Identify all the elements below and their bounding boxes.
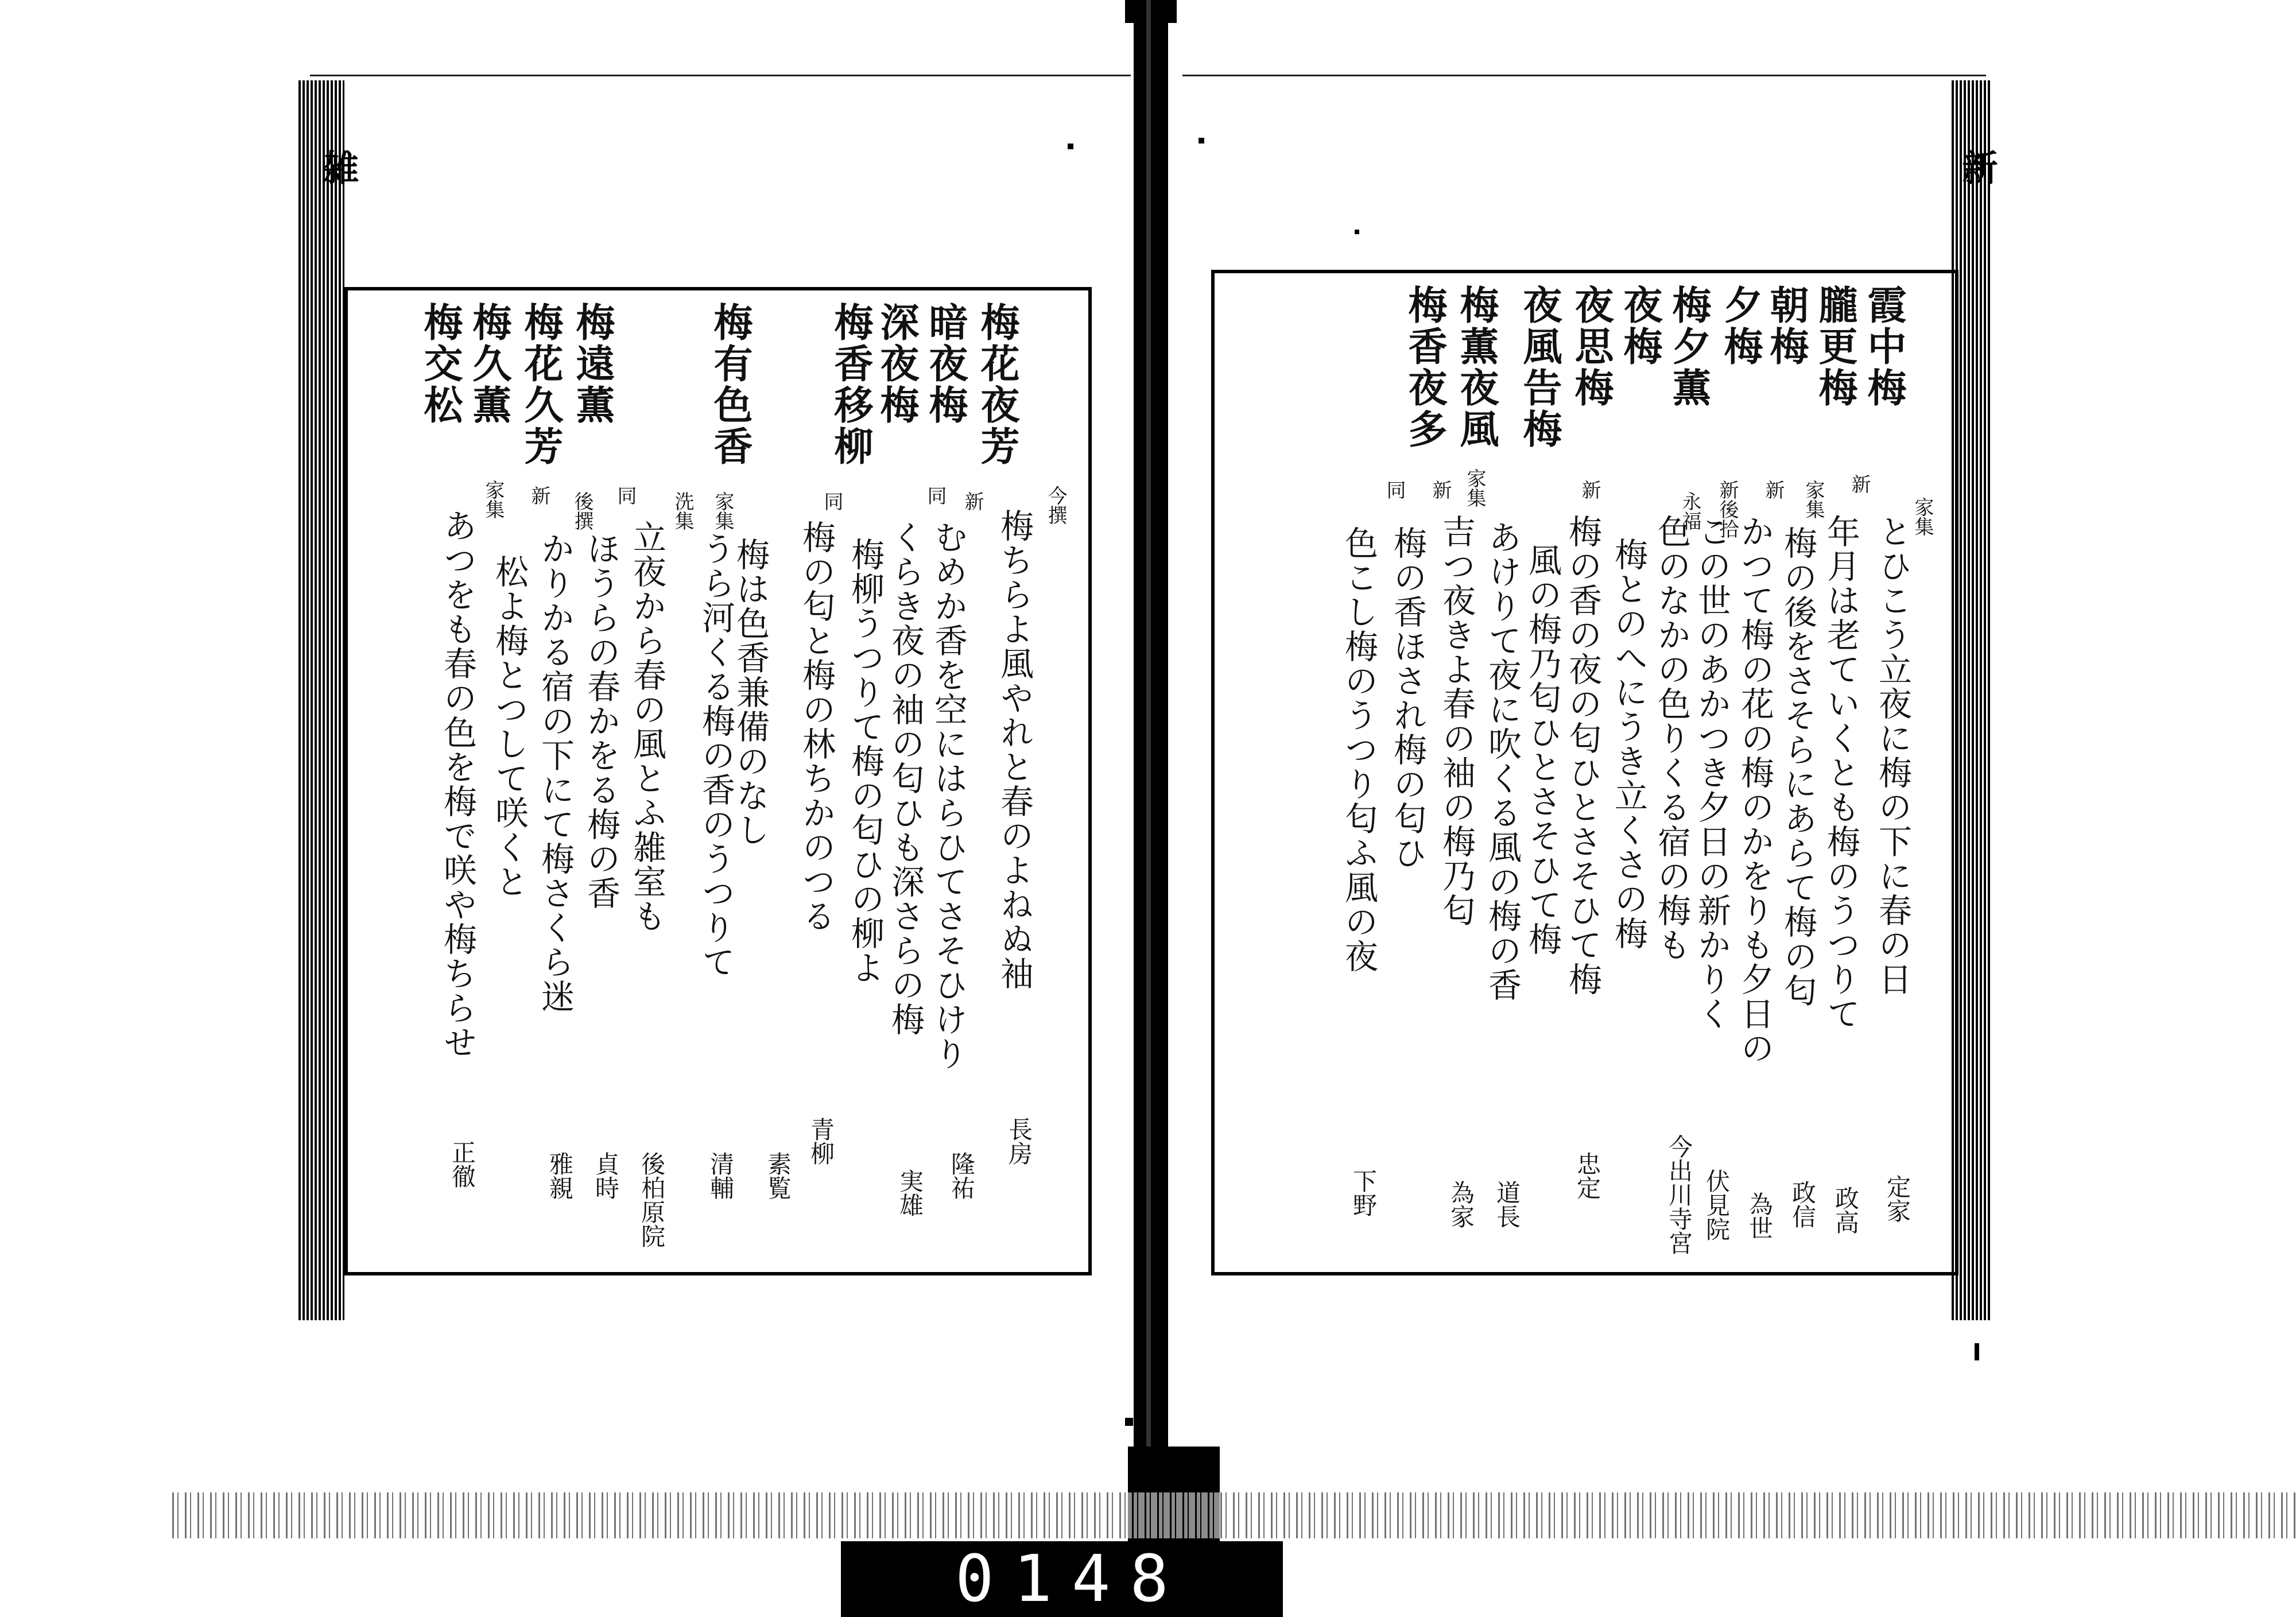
- poem-author: 青柳: [807, 1117, 835, 1165]
- poem-text: ほうらの春かをる梅の香: [581, 532, 620, 910]
- poem-source: 家集: [1911, 497, 1934, 536]
- poem-text: この世のあかつき夕日の新かりく: [1692, 514, 1731, 1031]
- ink-speck: [1125, 1418, 1133, 1426]
- topic: 梅久薫: [466, 302, 512, 426]
- poem-source: 今撰: [1044, 486, 1067, 525]
- poem-author: 政信: [1789, 1180, 1817, 1228]
- poem-source: 新: [528, 486, 550, 505]
- topic: 梅花久芳: [518, 302, 564, 467]
- poem-text: 梅の後をさそらにあらて梅の匂: [1778, 526, 1817, 1008]
- book-spine: [1134, 0, 1168, 1561]
- poem-author: 清輔: [707, 1151, 735, 1200]
- poem-author: 隆祐: [948, 1151, 976, 1200]
- topic: 梅夕薫: [1666, 285, 1712, 409]
- poem-source: 後撰: [571, 491, 594, 530]
- right-text-frame: [1211, 270, 1958, 1275]
- poem-author: 道長: [1493, 1180, 1521, 1228]
- poem-text: 梅柳うつりて梅の匂ひの柳よ: [846, 537, 885, 985]
- topic: 夕梅: [1717, 285, 1763, 367]
- poem-source: 同: [924, 486, 947, 505]
- poem-text: 梅の香ほされ梅の匂ひ: [1388, 526, 1427, 870]
- poem-text: かつて梅の花の梅のかをりも夕日の: [1735, 514, 1774, 1065]
- topic: 暗夜梅: [922, 302, 968, 426]
- poem-text: 梅は色香兼備のなし: [731, 537, 770, 847]
- poem-source: 家集: [1802, 480, 1825, 519]
- topic: 梅花夜芳: [974, 302, 1020, 467]
- left-page-edge: [298, 80, 344, 1320]
- ink-speck: [1199, 138, 1204, 144]
- poem-text: 色こし梅のうつり匂ふ風の夜: [1339, 526, 1378, 974]
- topic: 霞中梅: [1861, 285, 1907, 409]
- poem-author: 後柏原院: [638, 1151, 666, 1248]
- poem-source: 家集: [482, 480, 505, 519]
- poem-author: 実雄: [896, 1169, 924, 1217]
- poem-source: 永福: [1678, 491, 1701, 530]
- poem-author: 忠定: [1573, 1151, 1601, 1200]
- right-margin-label: 新: [1956, 149, 1998, 185]
- poem-text: 風の梅乃匂ひとさそひて梅: [1523, 543, 1562, 956]
- poem-author: 今出川寺宮: [1665, 1134, 1693, 1255]
- poem-text: あつをも春の色を梅で咲や梅ちらせ: [438, 509, 477, 1060]
- poem-author: 貞時: [592, 1151, 620, 1200]
- poem-text: あけりて夜に吹くる風の梅の香: [1483, 520, 1522, 1002]
- poem-text: くらき夜の袖の匂ひも深さらの梅: [886, 520, 925, 1037]
- poem-source: 新後拾: [1716, 480, 1739, 538]
- poem-source: 新: [1848, 474, 1871, 494]
- poem-source: 同: [1383, 480, 1406, 499]
- poem-text: 梅の香の夜の匂ひとさそひて梅: [1563, 514, 1602, 996]
- poem-author: 伏見院: [1702, 1169, 1731, 1241]
- poem-text: 松よ梅とつして咲くと: [490, 554, 529, 899]
- frame-number-plate: [841, 1541, 1283, 1617]
- poem-author: 定家: [1883, 1174, 1911, 1223]
- frame-number: 0148: [955, 1542, 1188, 1616]
- poem-source: 洗集: [671, 491, 694, 530]
- poem-source: 同: [614, 486, 637, 505]
- poem-author: 為家: [1447, 1180, 1475, 1228]
- poem-text: うら河くる梅の香のうつりて: [696, 532, 735, 979]
- ink-speck: [1068, 144, 1073, 149]
- topic: 朧更梅: [1812, 285, 1858, 409]
- poem-text: 梅の匂と梅の林ちかのつる: [797, 520, 836, 933]
- topic: 夜思梅: [1568, 285, 1614, 409]
- poem-text: 梅ちらよ風やれと春のよねぬ袖: [995, 509, 1034, 991]
- poem-source: 新: [1762, 480, 1785, 499]
- ink-speck: [1355, 230, 1359, 234]
- left-margin-label: 雑: [317, 149, 359, 185]
- poem-text: むめか香を空にはらひてさそひけり: [929, 520, 968, 1071]
- poem-source: 新: [961, 491, 984, 511]
- topic: 梅遠薫: [569, 302, 615, 426]
- poem-source: 家集: [1463, 468, 1486, 507]
- poem-text: とひこう立夜に梅の下に春の日: [1873, 514, 1912, 996]
- topic: 梅有色香: [707, 302, 753, 467]
- poem-author: 素覧: [764, 1151, 792, 1200]
- poem-text: 梅とのへにうき立くさの梅: [1609, 537, 1648, 951]
- poem-author: 下野: [1349, 1169, 1378, 1217]
- poem-author: 正徹: [448, 1140, 476, 1188]
- poem-text: 色のなかの色りくる宿の梅も: [1652, 514, 1691, 962]
- topic: 梅香夜多: [1402, 285, 1448, 450]
- poem-text: 吉つ夜きよ春の袖の梅乃匂: [1437, 514, 1476, 928]
- poem-source: 新: [1429, 480, 1452, 499]
- poem-source: 家集: [711, 491, 734, 530]
- topic: 夜梅: [1617, 285, 1663, 367]
- left-text-frame: [344, 287, 1092, 1275]
- ground-shadow: [172, 1492, 2296, 1538]
- topic: 梅薫夜風: [1453, 285, 1499, 450]
- poem-text: かりかる宿の下にて梅さくら迷: [536, 532, 575, 1014]
- poem-author: 雅親: [546, 1151, 574, 1200]
- topic: 深夜梅: [874, 302, 920, 426]
- topic: 梅香移柳: [828, 302, 874, 467]
- poem-source: 同: [820, 491, 843, 511]
- ink-speck: [1975, 1343, 1979, 1360]
- topic: 梅交松: [417, 302, 463, 426]
- poem-source: 新: [1578, 480, 1601, 499]
- poem-author: 長房: [1005, 1117, 1033, 1165]
- poem-text: 立夜から春の風とふ雑室も: [627, 520, 666, 933]
- poem-author: 為世: [1746, 1192, 1774, 1240]
- topic: 夜風告梅: [1517, 285, 1562, 450]
- poem-author: 政高: [1832, 1186, 1860, 1234]
- topic: 朝梅: [1763, 285, 1809, 367]
- poem-text: 年月は老ていくとも梅のうつりて: [1821, 514, 1860, 1031]
